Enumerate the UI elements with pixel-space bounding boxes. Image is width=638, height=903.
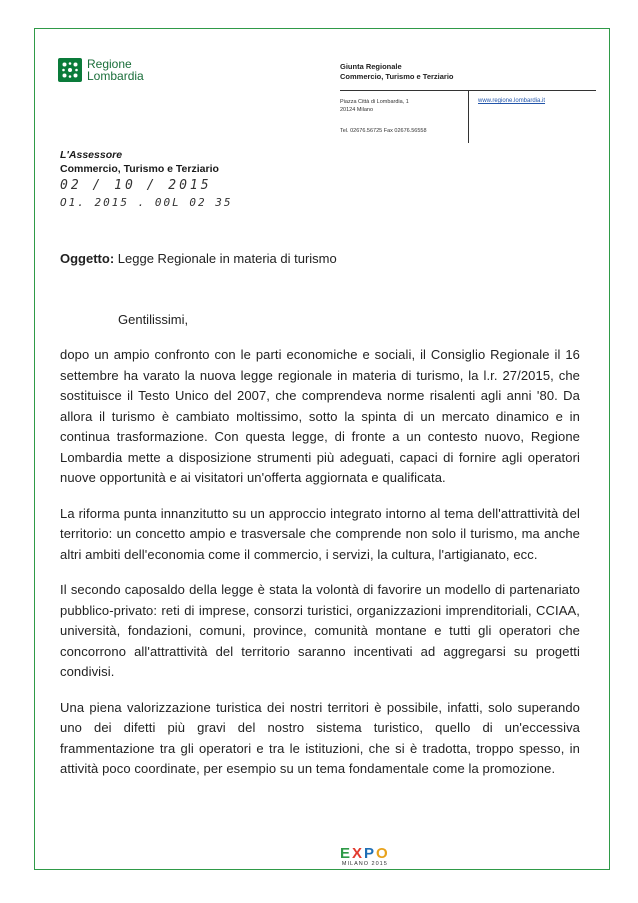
salutation: Gentilissimi, (118, 312, 189, 327)
expo-subtitle: MILANO 2015 (341, 861, 388, 867)
expo-letter: E (340, 845, 353, 862)
handwritten-date: 02 / 10 / 2015 (60, 178, 212, 193)
letterhead-department (340, 62, 454, 82)
subject-line (60, 251, 337, 266)
sender-title: L'Assessore (60, 149, 123, 161)
expo-letter: X (352, 845, 365, 862)
sender-department: Commercio, Turismo e Terziario (60, 163, 219, 175)
logo-line-1: Regione (87, 57, 132, 71)
sender-block (60, 148, 219, 176)
expo-wordmark (340, 846, 390, 861)
expo-milano-2015-logo (340, 846, 390, 867)
regione-lombardia-rosa-camuna-icon (58, 58, 82, 82)
letterhead-address (340, 98, 409, 114)
paragraph: dopo un ampio confronto con le parti economiche e sociali, il Consiglio Regionale il 16 settembre ha varato la nuova legge regionale in materia di turismo, la l.r. 27/2015, che sostituisce il Testo Unico del 2007, che comprendeva norme risalenti agli anni '80. Da allora il turismo è cambiato moltissimo, sotto la spinta di un mercato dinamico e in continua trasformazione. Con questa legge, di fronte a un contesto nuovo, Regione Lombardia mette a disposizione strumenti più adeguati, capaci di fornire agli operatori nuove opportunità e ai visitatori un'offerta aggiornata e qualificata. (60, 347, 580, 485)
handwritten-protocol: O1. 2015 . 00L 02 35 (60, 196, 233, 209)
paragraph: La riforma punta innanzitutto su un approccio integrato intorno al tema dell'attrattività del territorio: un concetto ampio e trasversale che comprende non solo il turismo, ma anche altri ambiti dell'economia come il commercio, i servizi, la cultura, l'artigianato, ecc. (60, 505, 580, 562)
subject-label: Oggetto: (60, 251, 115, 266)
giunta-title: Giunta Regionale (340, 62, 402, 71)
letter-body (60, 345, 580, 795)
letterhead-column-divider (468, 91, 469, 143)
giunta-department: Commercio, Turismo e Terziario (340, 72, 454, 81)
paragraph: Una piena valorizzazione turistica dei nostri territori è possibile, infatti, solo superando uno dei difetti più gravi del nostro sistema turistico, quello di un'eccessiva frammentazione tra gli operatori e tra le istituzioni, che si è tradotta, troppo spesso, in attività poco coordinate, per esempio su un tema fondamentale come la promozione. (60, 699, 580, 776)
address-line-2: 20124 Milano (340, 107, 374, 113)
paragraph: Il secondo caposaldo della legge è stata la volontà di favorire un modello di partenariato pubblico-privato: reti di imprese, consorzi turistici, organizzazioni imprenditoriali, CCIAA, università, fondazioni, comuni, province, comunità montane e tutti gli operatori che concorrono all'attrattività del territorio saranno incentivati ad aggregarsi su progetti condivisi. (60, 582, 580, 679)
letterhead-phone: Tel. 02676.56725 Fax 02676.56558 (340, 128, 427, 134)
regione-lombardia-logo (58, 58, 144, 82)
logo-line-2: Lombardia (87, 69, 144, 83)
subject-text: Legge Regionale in materia di turismo (114, 251, 337, 266)
expo-letter: P (364, 845, 377, 862)
expo-letter: O (376, 845, 390, 862)
address-line-1: Piazza Città di Lombardia, 1 (340, 99, 409, 105)
website-link[interactable]: www.regione.lombardia.it (478, 98, 546, 104)
